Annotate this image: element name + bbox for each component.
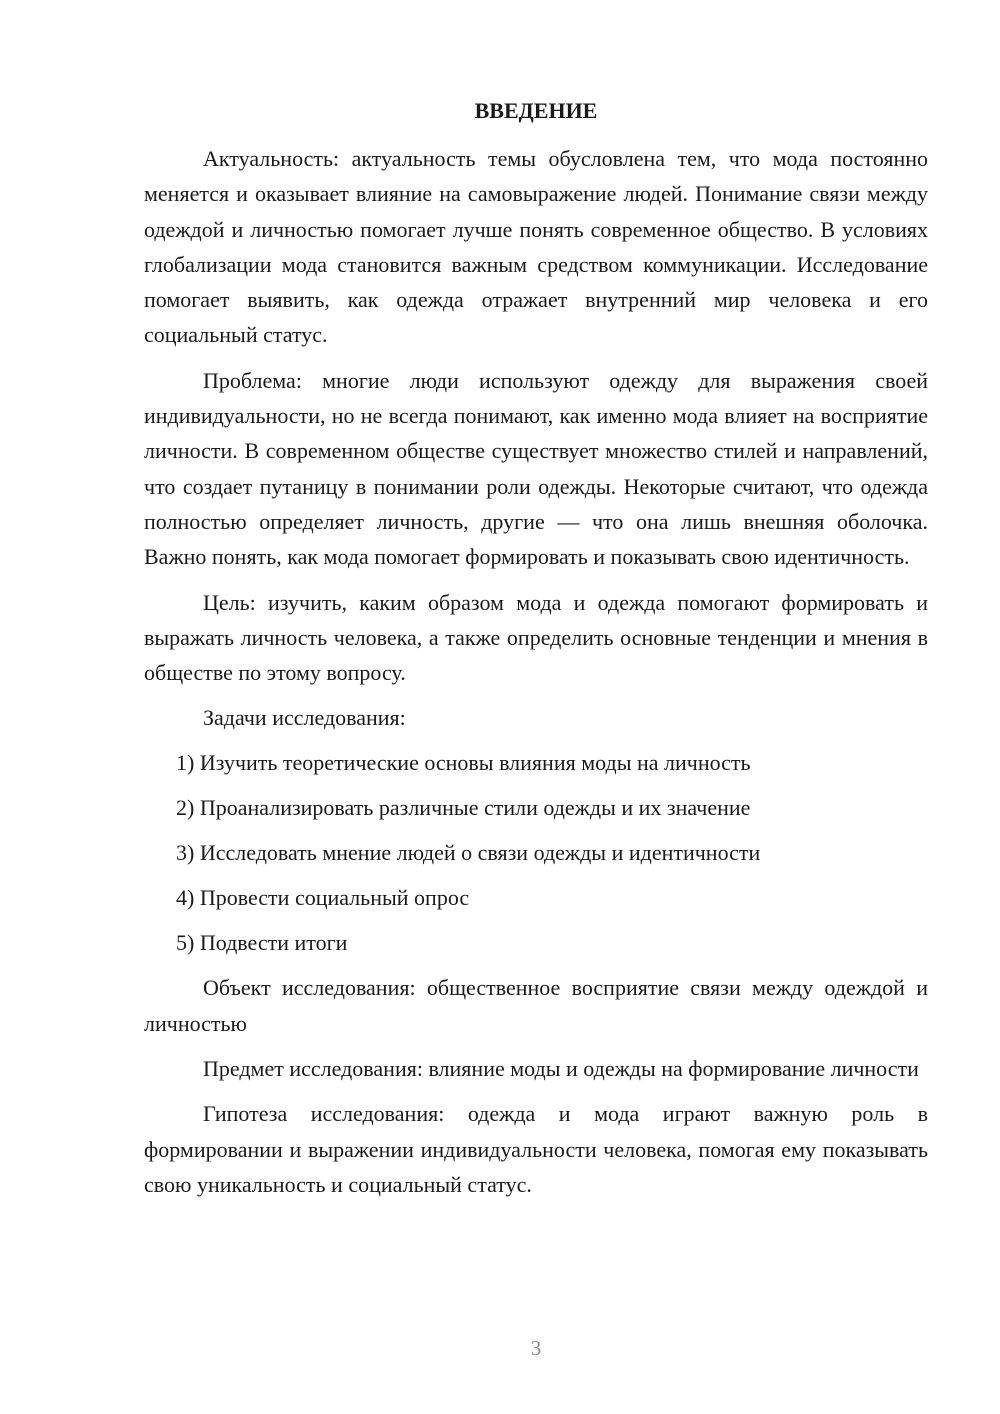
relevance-paragraph: Актуальность: актуальность темы обусловлена тем, что мода постоянно меняется и оказывает влияние на самовыражение людей. Понимание связи между одеждой и личностью помогает лучше понять современное общество. В условиях глобализации мода становится важным средством коммуникации. Исследование помогает выявить, как одежда отражает внутренний мир человека и его социальный статус. (144, 146, 928, 348)
object-paragraph: Объект исследования: общественное восприятие связи между одеждой и личностью (144, 975, 928, 1036)
list-item: 3) Исследовать мнение людей о связи одежды и идентичности (176, 840, 761, 866)
page-title: ВВЕДЕНИЕ (474, 98, 598, 123)
list-item: 2) Проанализировать различные стили одежды и их значение (176, 795, 751, 821)
subject-paragraph: Предмет исследования: влияние моды и одежды на формирование личности (203, 1056, 919, 1082)
tasks-list (144, 745, 928, 960)
problem-paragraph: Проблема: многие люди используют одежду для выражения своей индивидуальности, но не всегда понимают, как именно мода влияет на восприятие личности. В современном обществе существует множество стилей и направлений, что создает путаницу в понимании роли одежды. Некоторые считают, что одежда полностью определяет личность, другие — что она лишь внешняя оболочка. Важно понять, как мода помогает формировать и показывать свою идентичность. (144, 367, 928, 570)
list-item: 4) Провести социальный опрос (176, 885, 470, 911)
page-number: 3 (530, 1336, 542, 1360)
list-item: 1) Изучить теоретические основы влияния моды на личность (176, 750, 751, 776)
list-item: 5) Подвести итоги (176, 930, 348, 956)
goal-paragraph: Цель: изучить, каким образом мода и одежда помогают формировать и выражать личность человека, а также определить основные тенденции и мнения в обществе по этому вопросу. (144, 589, 928, 686)
page-content (144, 94, 928, 1212)
hypothesis-paragraph: Гипотеза исследования: одежда и мода играют важную роль в формировании и выражении индивидуальности человека, помогая ему показывать свою уникальность и социальный статус. (144, 1101, 928, 1197)
tasks-heading: Задачи исследования: (203, 705, 406, 731)
